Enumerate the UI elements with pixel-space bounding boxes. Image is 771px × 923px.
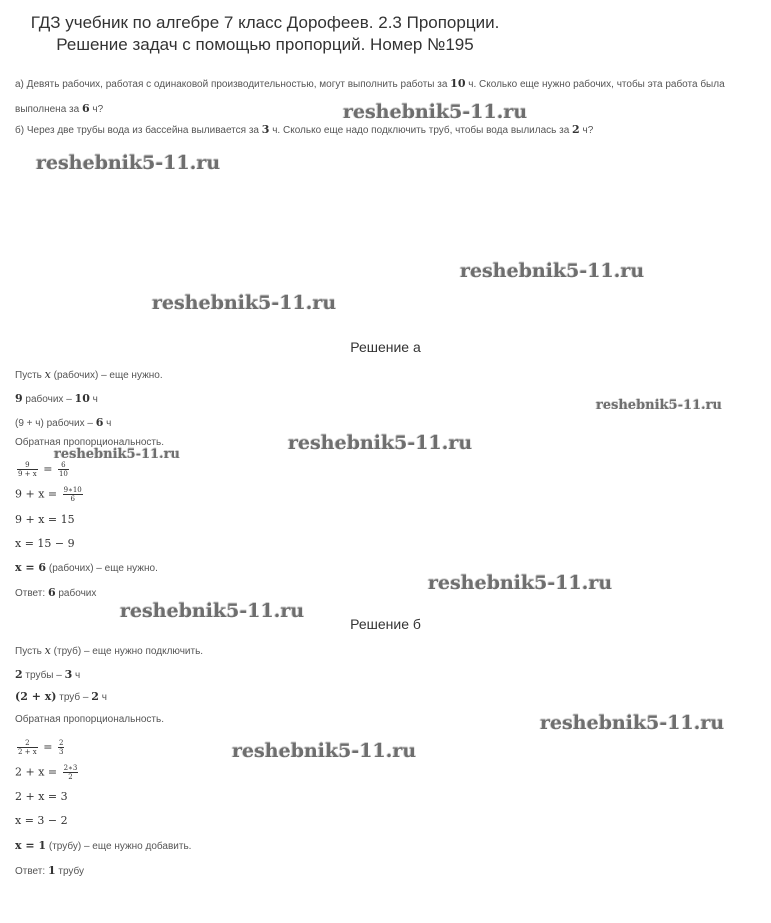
watermark: reshebnik5-11.ru: [540, 712, 725, 734]
solution-a-result: x = 6 (рабочих) – еще нужно.: [15, 561, 158, 574]
solution-a-equation-4: x = 15 − 9: [15, 537, 75, 550]
watermark: reshebnik5-11.ru: [288, 432, 473, 454]
solution-b-let: Пусть x (труб) – еще нужно подключить.: [15, 644, 204, 657]
solution-a-given-1: 9 рабочих – 10 ч: [15, 392, 98, 405]
solution-a-proportionality: Обратная пропорциональность.: [15, 437, 164, 448]
fraction: $\frac{2∗3}{2}$: [63, 764, 78, 781]
solution-a-heading: Решение а: [350, 339, 421, 355]
fraction: $\frac{9∗10}{6}$: [63, 486, 82, 503]
solution-b-answer: Ответ: 1 трубу: [15, 864, 85, 877]
solution-b-equation-1: $\frac{2}{2 + x}$ = $\frac{2}{3}$: [18, 739, 64, 756]
page-title: [0, 12, 530, 56]
solution-b-heading: Решение б: [350, 616, 421, 632]
solution-a-equation-1: $\frac{9}{9 + x}$ = $\frac{6}{10}$: [18, 461, 68, 478]
task-b: б) Через две трубы вода из бассейна выливается за 3 ч. Сколько еще надо подключить труб, чтобы вода вылилась за 2 ч?: [15, 123, 594, 136]
fraction: $\frac{9}{9 + x}$: [18, 461, 37, 478]
solution-b-equation-2: 2 + x = $\frac{2∗3}{2}$: [15, 764, 78, 781]
solution-b-proportionality: Обратная пропорциональность.: [15, 714, 164, 725]
solution-a-given-2: (9 + ч) рабочих – 6 ч: [15, 416, 112, 429]
watermark: reshebnik5-11.ru: [428, 572, 613, 594]
fraction: $\frac{6}{10}$: [58, 461, 68, 478]
solution-a-answer: Ответ: 6 рабочих: [15, 586, 97, 599]
solution-a-equation-3: 9 + x = 15: [15, 513, 75, 526]
watermark: reshebnik5-11.ru: [232, 740, 417, 762]
watermark: reshebnik5-11.ru: [54, 447, 181, 462]
title-line-2: Решение задач с помощью пропорций. Номер №195: [56, 35, 474, 54]
fraction: $\frac{2}{3}$: [58, 739, 64, 756]
fraction: $\frac{2}{2 + x}$: [18, 739, 37, 756]
watermark: reshebnik5-11.ru: [460, 260, 645, 282]
watermark: reshebnik5-11.ru: [152, 292, 337, 314]
watermark: reshebnik5-11.ru: [343, 101, 528, 123]
solution-a-let: Пусть x (рабочих) – еще нужно.: [15, 368, 163, 381]
watermark: reshebnik5-11.ru: [596, 398, 723, 413]
solution-b-equation-4: x = 3 − 2: [15, 814, 68, 827]
solution-b-result: x = 1 (трубу) – еще нужно добавить.: [15, 839, 192, 852]
watermark: reshebnik5-11.ru: [36, 152, 221, 174]
solution-b-equation-3: 2 + x = 3: [15, 790, 68, 803]
title-line-1: ГДЗ учебник по алгебре 7 класс Дорофеев. 2.3 Пропорции.: [30, 13, 500, 32]
solution-a-equation-2: 9 + x = $\frac{9∗10}{6}$: [15, 486, 82, 503]
solution-b-given-2: (2 + x) труб – 2 ч: [15, 690, 107, 703]
watermark: reshebnik5-11.ru: [120, 600, 305, 622]
solution-b-given-1: 2 трубы – 3 ч: [15, 668, 81, 681]
task-a: а) Девять рабочих, работая с одинаковой производительностью, могут выполнить работы за 10 ч. Сколько еще нужно рабочих, чтобы эта работа была выполнена за 6 ч?: [15, 77, 725, 115]
